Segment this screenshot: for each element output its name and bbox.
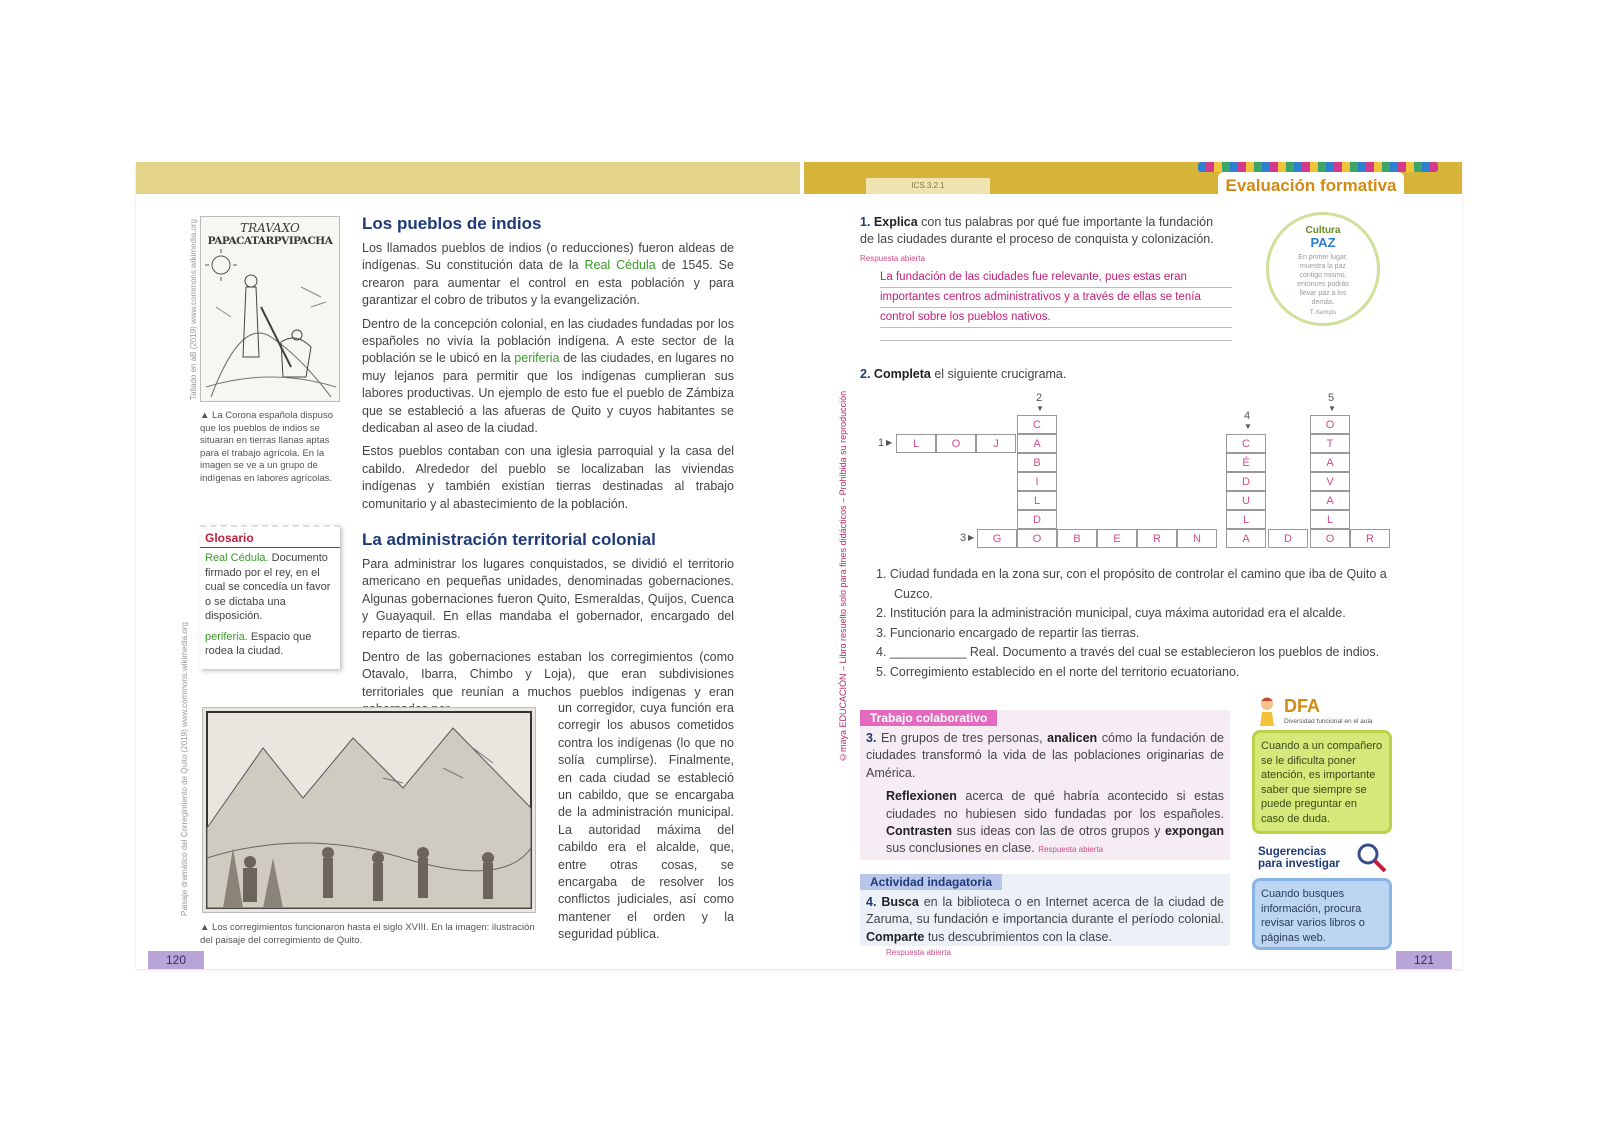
question-4: 4. Busca en la biblioteca o en Internet acerca de la ciudad de Zaruma, su fundación e importancia durante el período colonial. Comparte tus descubrimientos con la clase. [866,895,1224,944]
crossword-cell[interactable]: A [1226,529,1266,548]
culture-sub: PAZ [1310,235,1336,250]
crossword-cell[interactable]: B [1057,529,1097,548]
suggestions-title-2: para investigar [1258,858,1340,870]
culture-quote: En primer lugar, muestra la paz contigo mismo, entonces podrás llevar paz a los demás. [1297,254,1349,306]
crossword-cell[interactable]: C [1226,434,1266,453]
crossword-label-3: 3 [960,532,967,544]
crossword-cell[interactable]: L [1017,491,1057,510]
landscape-engraving [203,708,535,912]
paragraph-3: Estos pueblos contaban con una iglesia parroquial y la casa del cabildo. Alrededor del pueblo se localizaban las viviendas indígenas y también existían tierras destinadas al trabajo comunitario y al abastecimiento de la población. [362,444,734,511]
crossword-cell[interactable]: A [1310,453,1350,472]
glossary-title: Glosario [200,527,340,548]
crossword-cell[interactable]: E [1097,529,1137,548]
culture-author: T. Kempis [1309,310,1337,316]
image1-subtitle: PAPACATARPVIPACHA [207,235,333,247]
collaborative-work-title: Trabajo colaborativo [860,710,997,726]
crossword-arrow-1: ▶ [886,438,893,447]
child-icon [1252,696,1282,728]
clue-5: 5. Corregimiento establecido en el norte del territorio ecuatoriano. [876,664,1240,679]
clue-4: 4. ___________ Real. Documento a través del cual se establecieron los pueblos de indios. [876,645,1380,659]
page-number-right: 121 [1396,951,1452,969]
paragraph-5-continued: un corregidor, cuya función era corregir los abusos cometidos contra los indígenas (lo que no solía cumplirse). Finalmente, en cada ciudad se estableció un cabildo, que se encargaba de la administración municipal. La autoridad máxima del cabildo era el alcalde, que, entre otras cosas, se encargaba de resolver los conflictos judiciales, así como mantener el orden y la seguridad pública. [558,701,734,942]
image-corregimiento-landscape [202,707,536,913]
page-number-left: 120 [148,951,204,969]
crossword-cell[interactable]: O [1310,529,1350,548]
crossword-cell[interactable]: V [1310,472,1350,491]
open-answer-label: Respuesta abierta [860,253,925,263]
crossword-arrow-5: ▼ [1328,404,1336,413]
clue-3: 3. Funcionario encargado de repartir las tierras. [876,625,1140,640]
skill-code: ICS.3.2.1 [866,178,990,194]
crossword-cell[interactable]: A [1310,491,1350,510]
section-title-pueblos: Los pueblos de indios [362,214,542,233]
paragraph-2: Dentro de la concepción colonial, en las ciudades fundadas por los españoles no vivía la población indígena. A este sector de la población se le ubicó en la periferia de las ciudades, en lugares no muy lejanos para permitir que los indígenas cumplieran sus labores productivas. Un ejemplo de esto fue el pueblo de Zámbiza que se estableció a las afueras de Quito y cuyos habitantes se dedicaban al aseo de la ciudad. [362,316,734,436]
crossword-cell[interactable]: G [977,529,1017,548]
crossword-cell[interactable]: N [1177,529,1217,548]
evaluation-tab: Evaluación formativa [1218,172,1404,198]
crossword-label-1: 1 [878,437,885,449]
crossword-clues [876,565,1396,682]
dfa-box: Cuando a un compañero se le dificulta poner atención, es importante saber que siempre se puede preguntar en caso de duda. [1252,730,1392,834]
inquiry-activity-title: Actividad indagatoria [860,874,1002,890]
crossword-cell[interactable]: D [1226,472,1266,491]
crossword-cell[interactable]: D [1268,529,1308,548]
q1-answer-line-3: control sobre los pueblos nativos. [880,308,1232,328]
crossword-arrow-3: ▶ [968,533,975,542]
crossword-cell[interactable]: O [1017,529,1057,548]
image1-caption: ▲ La Corona española dispuso que los pueblos de indios se situaran en tierras llanas aptas para el trabajo agrícola. En la imagen se ve a un grupo de indígenas en labores agrícolas. [200,410,333,484]
copyright-note: ©maya EDUCACIÓN – Libro resuelto solo para fines didácticos – Prohibida su reproducción [838,390,848,762]
crossword-cell[interactable]: T [1310,434,1350,453]
crossword-cell[interactable]: D [1017,510,1057,529]
glossary-entry-2: periferia. Espacio que rodea la ciudad. [205,630,312,657]
glossary-link-real-cedula[interactable]: Real Cédula [584,258,656,273]
clue-1: 1. Ciudad fundada en la zona sur, con el propósito de controlar el camino que iba de Quito a Cuzco. [876,567,1387,601]
q1-answer-line-4 [880,328,1232,341]
q1-answer-line-1: La fundación de las ciudades fue relevante, pues estas eran [880,268,1232,288]
color-stripe [1198,162,1438,172]
crossword-cell[interactable]: O [936,434,976,453]
question-1: 1. Explica con tus palabras por qué fue importante la fundación de las ciudades durante el proceso de conquista y colonización. Respuesta abierta [860,215,1214,263]
crossword-label-5: 5 [1328,392,1335,404]
open-answer-label: Respuesta abierta [886,948,951,957]
suggestions-title-1: Sugerencias [1258,846,1327,858]
dfa-header [1252,696,1392,728]
glossary-entry-1: Real Cédula. Documento firmado por el rey, en el cual se concedía un favor o se dictaba una disposición. [205,552,331,622]
crossword-label-2: 2 [1036,392,1043,404]
culture-peace-badge [1266,212,1380,326]
q1-answer-line-2: importantes centros administrativos y a través de ellas se tenía [880,288,1232,308]
engraving-illustration [201,247,339,397]
crossword-cell[interactable]: C [1017,415,1057,434]
dfa-subtitle: Diversidad funcional en el aula [1284,718,1373,725]
crossword-cell[interactable]: O [1310,415,1350,434]
crossword-cell[interactable]: A [1017,434,1057,453]
crossword-cell[interactable]: R [1137,529,1177,548]
image1-credit: Tallado en aB (2019) www.commons.wikimedia.org [189,219,198,400]
paragraph-4: Para administrar los lugares conquistados, se dividió el territorio americano en pequeñas unidades, denominadas gobernaciones. Algunas gobernaciones fueron Quito, Esmeraldas, Quijos, Cuenca y Guayaquil. En ellas mandaba el gobernador, encargado del reparto de tierras. [362,557,734,641]
question-2-number: 2. [860,367,871,381]
image2-credit: Paisaje dramático del Corregimiento de Quito (2019) www.commons.wikimedia.org [180,622,189,916]
crossword-label-4: 4 [1244,410,1251,422]
crossword-cell[interactable]: L [896,434,936,453]
open-answer-label: Respuesta abierta [1038,845,1104,855]
image1-title: TRAVAXO [240,221,300,235]
clue-2: 2. Institución para la administración municipal, cuya máxima autoridad era el alcalde. [876,606,1346,620]
question-2: 2. Completa el siguiente crucigrama. [860,367,1067,381]
paragraph-5: Dentro de las gobernaciones estaban los corregimientos (como Otavalo, Ibarra, Chimbo y Loja), que eran subdivisiones territoriales que reunían a muchos pueblos indígenas y eran [362,650,734,699]
crossword-cell[interactable]: R [1350,529,1390,548]
crossword-cell[interactable]: J [976,434,1016,453]
crossword-arrow-4: ▼ [1244,422,1252,431]
glossary-box [200,525,340,669]
question-3-part-1: 3. En grupos de tres personas, analicen cómo la fundación de ciudades transformó la vida de las poblaciones originarias de América. [866,731,1224,780]
crossword-cell[interactable]: L [1310,510,1350,529]
left-header-bar [136,162,800,194]
section-title-administracion: La administración territorial colonial [362,530,656,549]
suggestions-box: Cuando busques información, procura revisar varios libros o páginas web. [1252,878,1392,950]
crossword-cell[interactable]: É [1226,453,1266,472]
culture-title: Cultura [1305,225,1341,236]
magnifier-icon [1354,840,1388,874]
paragraph-1: Los llamados pueblos de indios (o reducciones) fueron aldeas de indígenas. Su constitución data de la Real Cédula de 1545. Se crearon para aumentar el control en esta población y para garantizar el cobro de tributos y la evangelización. [362,241,734,308]
question-1-number: 1. [860,215,871,229]
crossword-cell[interactable]: B [1017,453,1057,472]
dfa-title: DFA [1284,696,1320,716]
crossword-arrow-2: ▼ [1036,404,1044,413]
crossword-cell[interactable]: L [1226,510,1266,529]
crossword-cell[interactable]: U [1226,491,1266,510]
question-3-part-2: Reflexionen acerca de qué habría acontecido si estas ciudades no hubiesen sido fundadas por los españoles. Contrasten sus ideas con las de otros grupos y expongan sus conclusiones en clase. Respuesta abierta [886,789,1224,856]
section-pueblos-body [362,240,734,519]
crossword-cell[interactable]: I [1017,472,1057,491]
glossary-link-periferia[interactable]: periferia [514,351,560,366]
question-3 [866,730,1224,859]
caption-marker: ▲ [200,410,213,421]
caption-marker: ▲ [200,922,213,933]
suggestions-header [1258,846,1398,876]
image2-caption: ▲ Los corregimientos funcionaron hasta el siglo XVIII. En la imagen: ilustración del paisaje del corregimiento de Quito. [200,922,535,946]
image-farm-work [200,216,340,402]
